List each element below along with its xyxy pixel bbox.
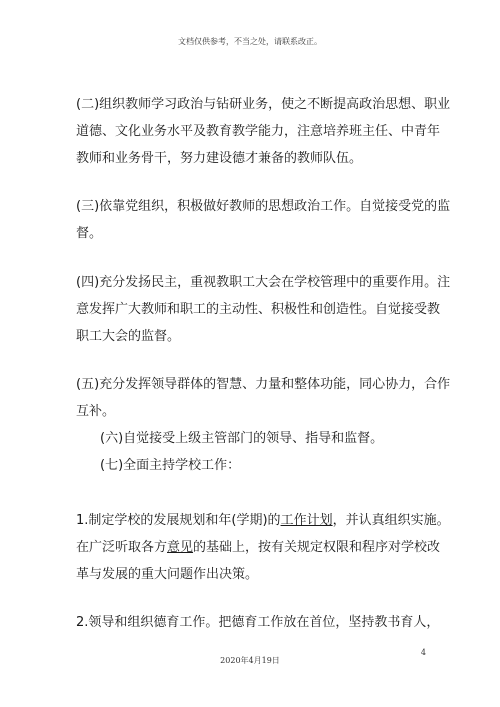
text-line: 革与发展的重大问题作出决策。 bbox=[76, 567, 259, 582]
text-line bbox=[76, 534, 441, 561]
footer-date: 2020年4月19日 bbox=[220, 656, 280, 665]
text-line: (六)自觉接受上级主管部门的领导、指导和监督。 bbox=[100, 431, 384, 446]
header-note: 文档仅供参考，不当之处，请联系改正。 bbox=[178, 37, 322, 46]
text-line: (七)全面主持学校工作： bbox=[100, 458, 241, 473]
text-line: 互补。 bbox=[76, 404, 116, 419]
text-segment: 的基础上，按有关规定权限和程序对学校改 bbox=[193, 540, 441, 555]
page-number: 4 bbox=[420, 648, 426, 657]
text-segment: 1.制定学校的发展规划和年(学期)的 bbox=[76, 513, 281, 528]
paragraph-item-2 bbox=[76, 609, 440, 636]
text-line: 2.领导和组织德育工作。把德育工作放在首位，坚持教书育人， bbox=[76, 615, 440, 630]
text-segment: ，并认真组织实施。 bbox=[332, 513, 450, 528]
text-line: 职工大会的监督。 bbox=[76, 329, 181, 344]
text-line: 意发挥广大教师和职工的主动性、积极性和创造性。自觉接受教 bbox=[76, 302, 441, 317]
text-line: (五)充分发挥领导群体的智慧、力量和整体功能，同心协力，合作 bbox=[76, 377, 451, 392]
text-line bbox=[76, 507, 450, 534]
paragraph-item-1 bbox=[76, 507, 450, 588]
paragraph-6 bbox=[100, 425, 456, 452]
text-line: 督。 bbox=[76, 226, 103, 241]
text-line: (二)组织教师学习政治与钻研业务，使之不断提高政治思想、职业 bbox=[76, 97, 451, 112]
paragraph-7 bbox=[100, 452, 456, 479]
paragraph-2 bbox=[76, 91, 451, 172]
paragraph-4 bbox=[76, 269, 451, 350]
text-line: (三)依靠党组织，积极做好教师的思想政治工作。自觉接受党的监 bbox=[76, 199, 451, 214]
text-segment: 在广泛听取各方 bbox=[76, 540, 168, 555]
text-line: 教师和业务骨干，努力建设德才兼备的教师队伍。 bbox=[76, 151, 363, 166]
paragraph-5 bbox=[76, 371, 451, 425]
opinion-link[interactable]: 意见 bbox=[167, 540, 194, 555]
work-plan-link[interactable]: 工作计划 bbox=[280, 513, 333, 528]
text-line: (四)充分发扬民主，重视教职工大会在学校管理中的重要作用。注 bbox=[76, 275, 451, 290]
paragraph-3 bbox=[76, 193, 451, 247]
text-line: 道德、文化业务水平及教育教学能力，注意培养班主任、中青年 bbox=[76, 124, 441, 139]
